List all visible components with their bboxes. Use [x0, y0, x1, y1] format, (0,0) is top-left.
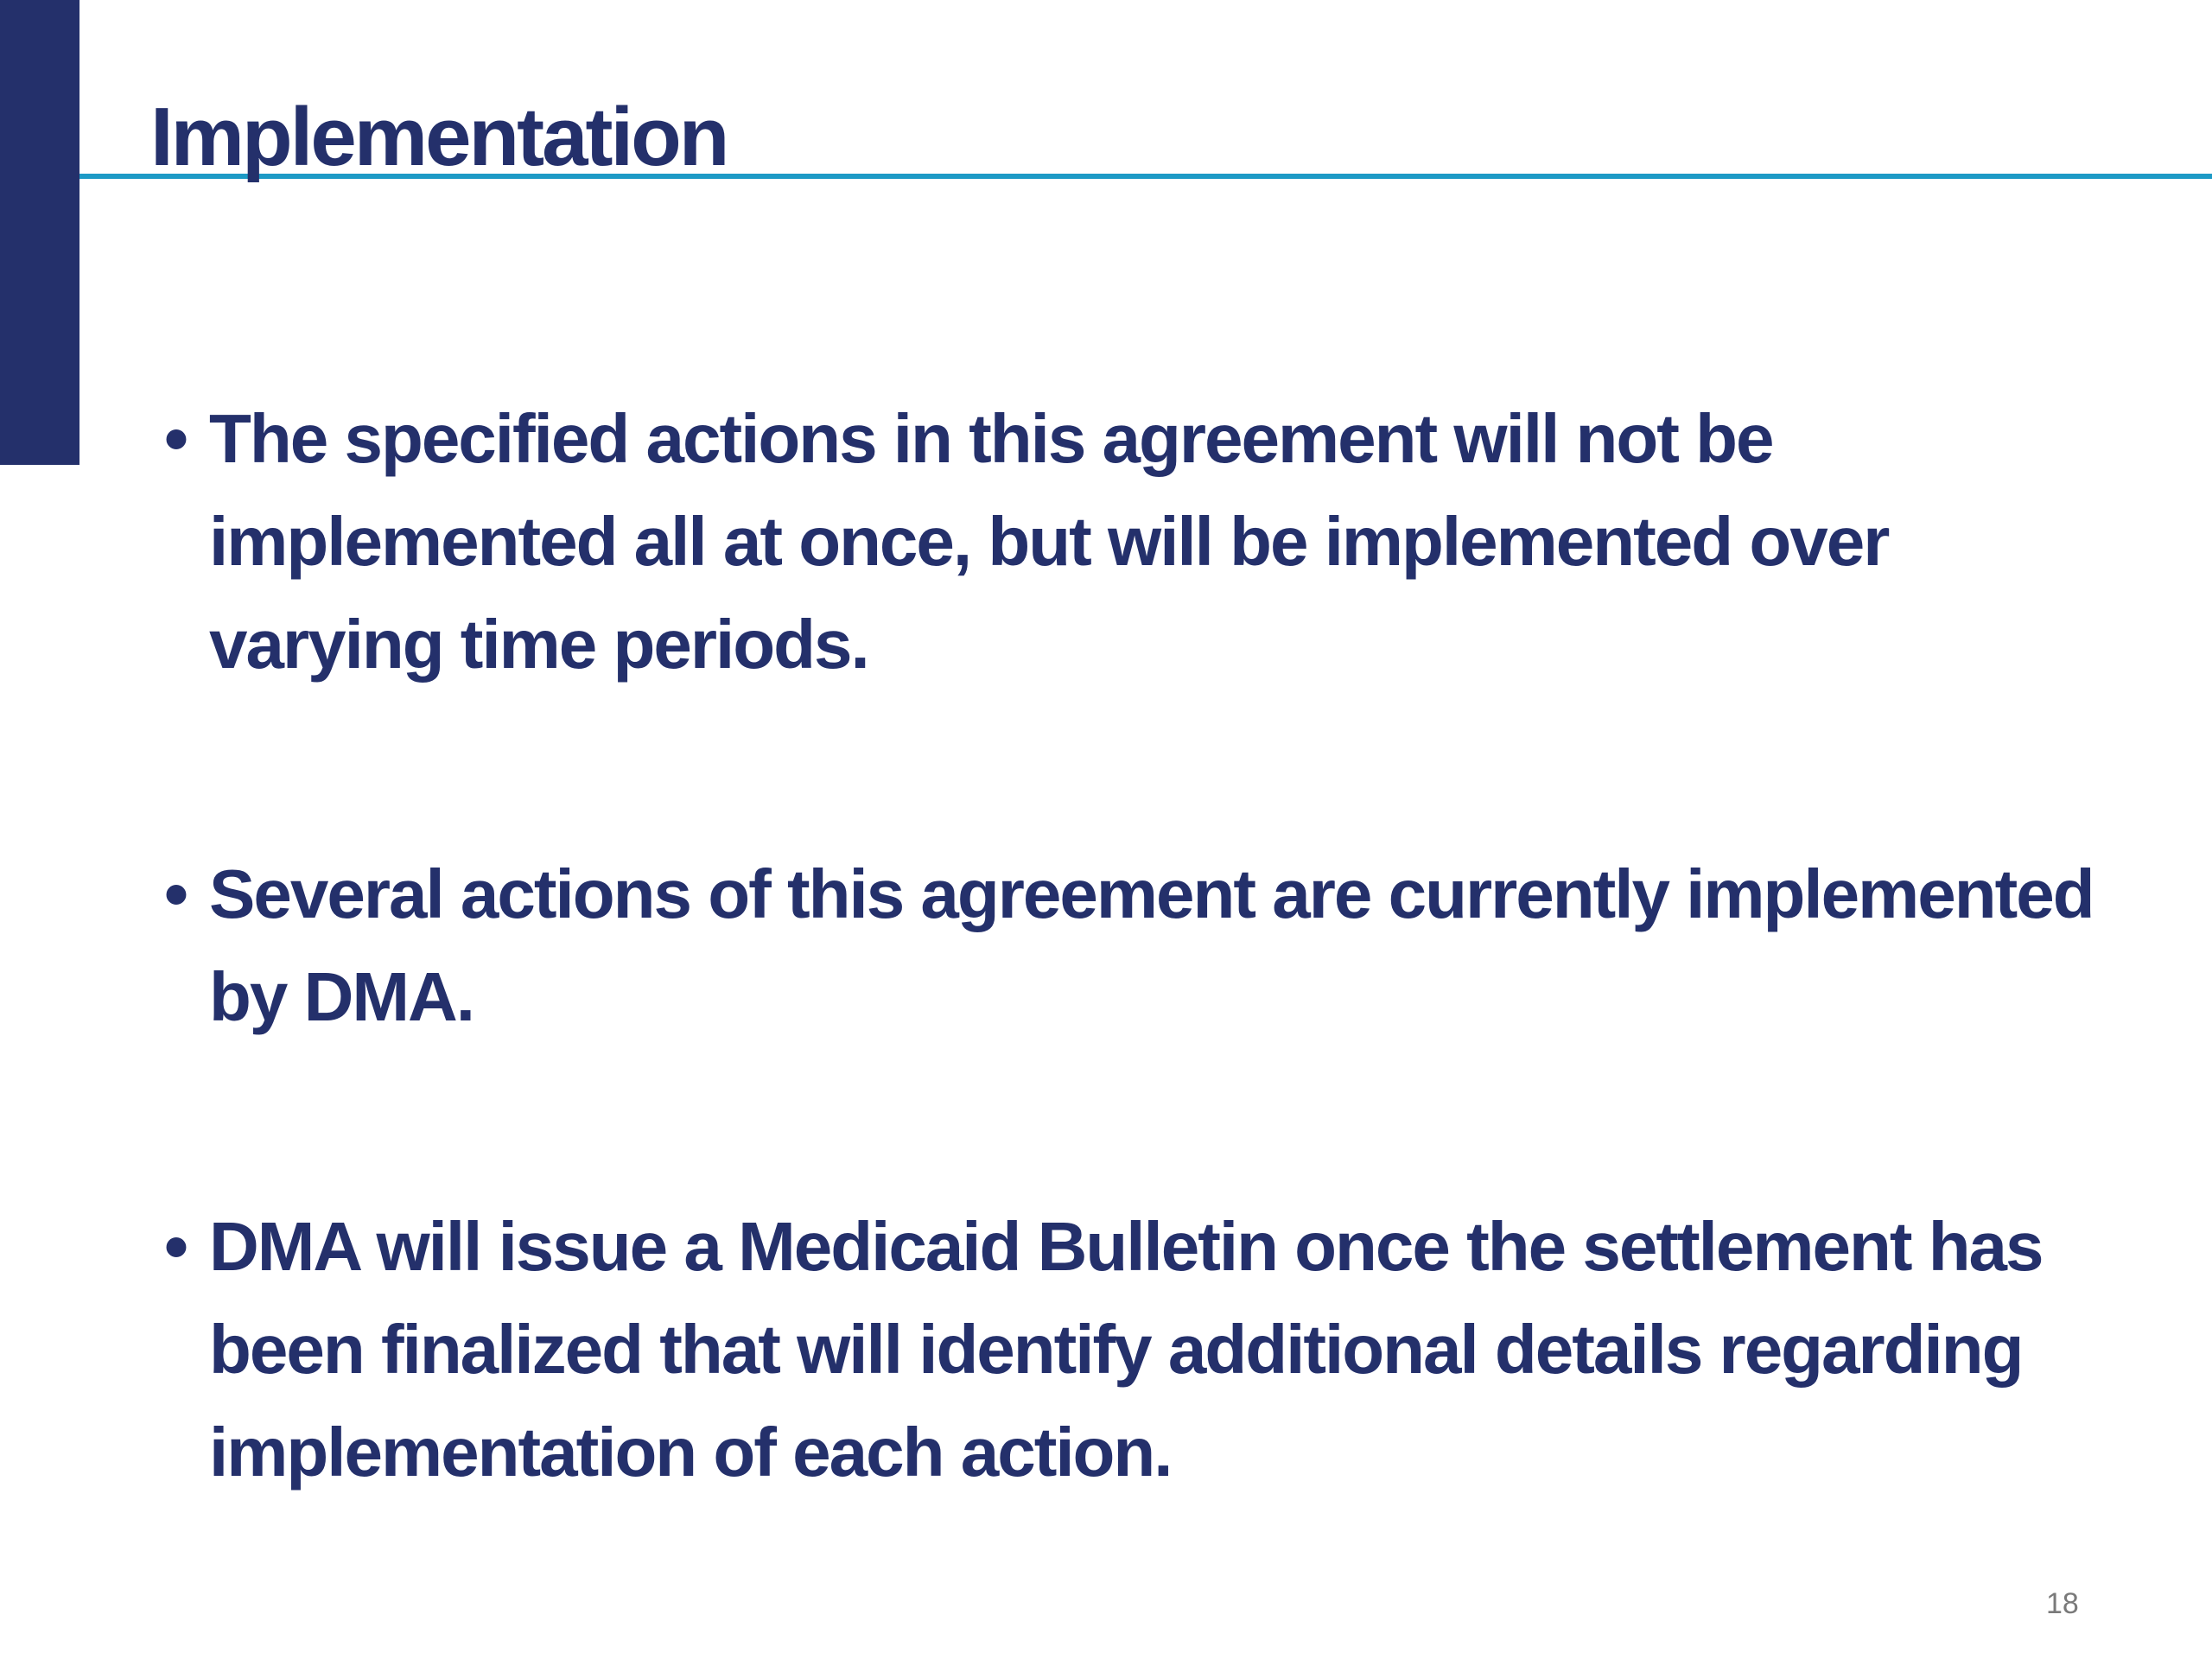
bullet-text: Several actions of this agreement are currently implemented by DMA. [209, 855, 2094, 1035]
bullet-marker: • [164, 1208, 188, 1285]
bullet-text: DMA will issue a Medicaid Bulletin once the settlement has been finalized that will identify additional details regarding implementation of each action. [209, 1208, 2043, 1491]
slide-title: Implementation [150, 91, 728, 183]
page-number: 18 [2046, 1587, 2079, 1620]
accent-bar [0, 0, 79, 465]
bullet-item [164, 842, 2117, 1048]
bullet-marker: • [164, 855, 188, 932]
bullet-item [164, 1195, 2117, 1503]
bullet-item [164, 387, 2117, 696]
bullet-marker: • [164, 400, 188, 477]
bullet-text: The specified actions in this agreement will not be implemented all at once, but will be implemented over varying time periods. [209, 400, 1889, 683]
bullet-list [164, 387, 2117, 1503]
